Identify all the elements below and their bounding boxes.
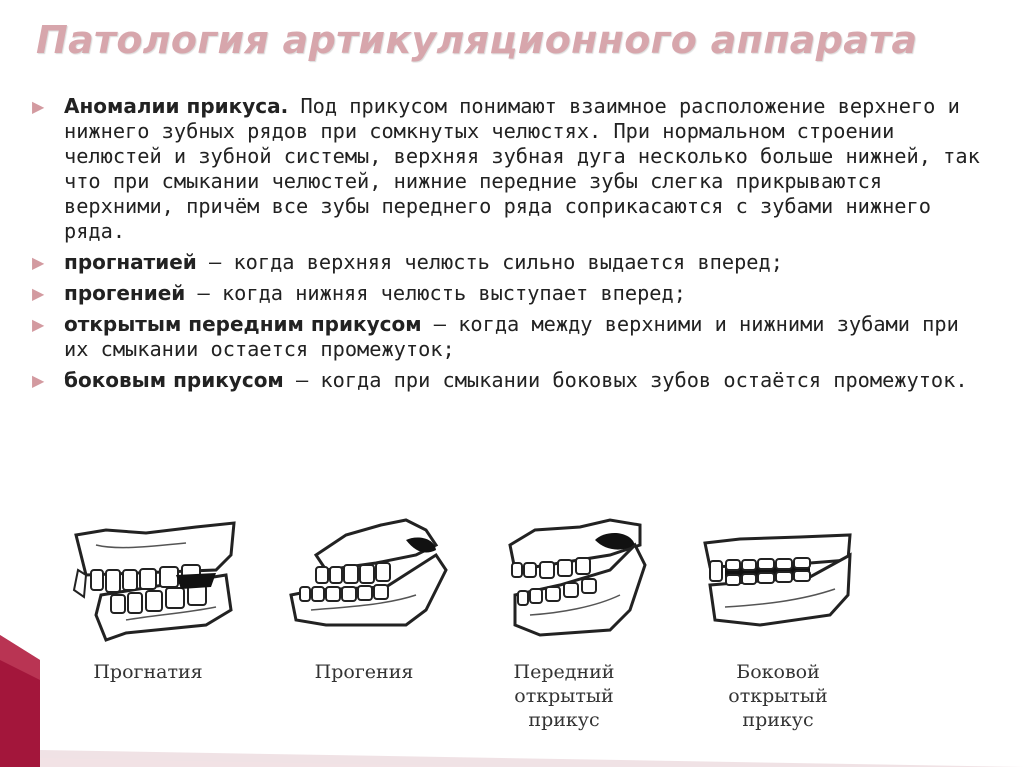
bullet-icon: ▶ — [32, 97, 45, 116]
item-text: – когда верхняя челюсть сильно выдается вперед; — [196, 250, 783, 274]
caption-line: Боковой — [736, 661, 820, 683]
bullet-icon: ▶ — [32, 253, 45, 272]
item-text: – когда нижняя челюсть выступает вперед; — [185, 281, 686, 305]
jaw-illustration-side-bite — [700, 515, 855, 635]
list-item-prognathia — [30, 250, 990, 275]
list-item-progenia — [30, 281, 990, 306]
caption-prognathia — [48, 660, 248, 684]
bullet-list — [30, 94, 990, 399]
caption-line: Прогения — [314, 661, 414, 683]
caption-open-bite — [464, 660, 664, 732]
list-item-side-bite — [30, 368, 990, 393]
caption-line: Передний — [513, 661, 615, 683]
caption-line: Прогнатия — [93, 661, 203, 683]
caption-line: открытый — [514, 685, 614, 707]
jaw-illustration-progenia — [286, 515, 461, 645]
bullet-icon: ▶ — [32, 284, 45, 303]
caption-side-bite — [678, 660, 878, 732]
bullet-icon: ▶ — [32, 371, 45, 390]
list-item-intro — [30, 94, 990, 244]
item-term: прогнатией — [64, 250, 197, 274]
intro-text: Под прикусом понимают взаимное расположение верхнего и нижнего зубных рядов при сомкнутых челюстях. При нормальном строении челюстей и зубной системы, верхняя зубная дуга несколько больше нижней, так что при смыкании челюстей, нижние передние зубы слегка прикрываются верхними, причём все зубы переднего ряда соприкасаются с зубами нижнего ряда. — [64, 94, 980, 243]
page-title: Патология артикуляционного аппарата — [36, 18, 918, 62]
intro-term: Аномалии прикуса. — [64, 94, 289, 118]
item-term: открытым передним прикусом — [64, 312, 422, 336]
list-item-open-bite — [30, 312, 990, 362]
item-term: боковым прикусом — [64, 368, 284, 392]
jaw-illustration-prognathia — [66, 515, 241, 645]
item-text: – когда между верхними и нижними зубами при их смыкании остается промежуток; — [64, 312, 959, 361]
item-term: прогенией — [64, 281, 186, 305]
item-text: – когда при смыкании боковых зубов остаётся промежуток. — [283, 368, 968, 392]
caption-line: прикус — [742, 709, 814, 731]
jaw-illustration-open-bite — [500, 515, 650, 645]
bullet-icon: ▶ — [32, 315, 45, 334]
caption-progenia — [264, 660, 464, 684]
caption-line: прикус — [528, 709, 600, 731]
caption-line: открытый — [728, 685, 828, 707]
